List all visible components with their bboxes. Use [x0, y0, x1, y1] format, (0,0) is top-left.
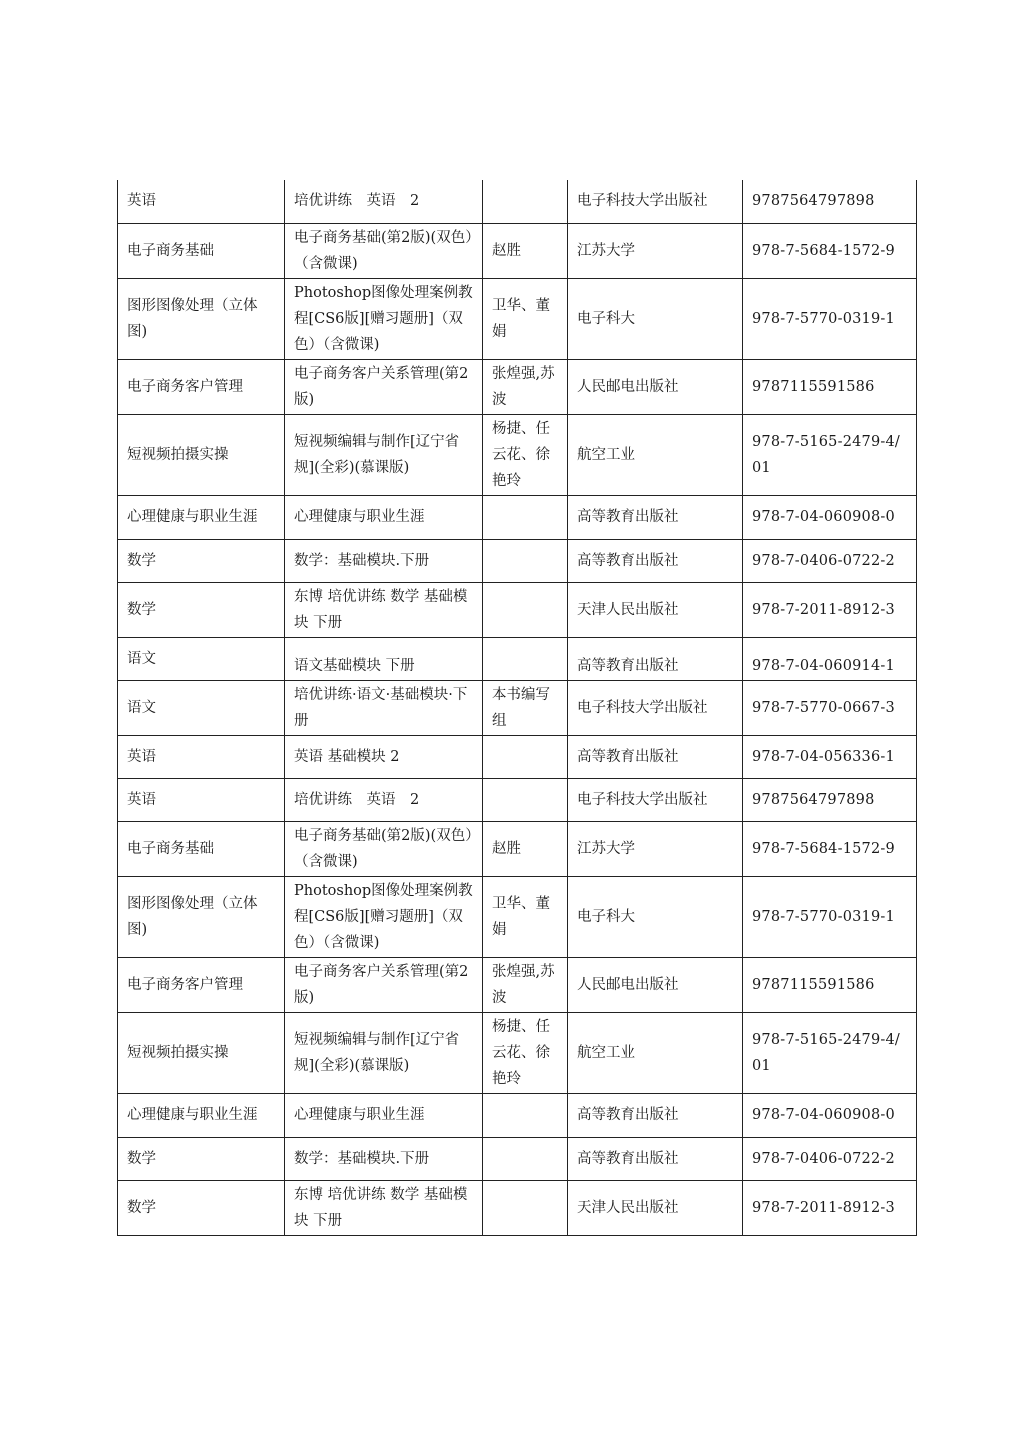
book-title-cell: 电子商务基础(第2版)(双色）（含微课)	[285, 223, 483, 278]
isbn-cell: 978-7-2011-8912-3	[743, 582, 917, 637]
course-cell: 心理健康与职业生涯	[118, 1093, 285, 1137]
isbn-cell: 978-7-2011-8912-3	[743, 1180, 917, 1235]
author-cell: 卫华、董娟	[483, 876, 568, 957]
publisher-cell: 航空工业	[568, 1012, 743, 1093]
publisher-cell: 高等教育出版社	[568, 495, 743, 539]
table-row	[118, 495, 917, 539]
isbn-cell: 978-7-5770-0319-1	[743, 876, 917, 957]
course-cell: 数学	[118, 582, 285, 637]
isbn-cell: 978-7-04-060908-0	[743, 1093, 917, 1137]
isbn-cell: 978-7-0406-0722-2	[743, 539, 917, 582]
author-cell	[483, 1137, 568, 1180]
publisher-cell: 高等教育出版社	[568, 539, 743, 582]
course-cell: 短视频拍摄实操	[118, 414, 285, 495]
author-cell: 张煌强,苏波	[483, 957, 568, 1012]
course-cell: 图形图像处理（立体图)	[118, 876, 285, 957]
publisher-cell: 人民邮电出版社	[568, 957, 743, 1012]
isbn-cell: 978-7-5684-1572-9	[743, 223, 917, 278]
book-title-cell: 心理健康与职业生涯	[285, 1093, 483, 1137]
table-row	[118, 735, 917, 778]
publisher-cell: 高等教育出版社	[568, 637, 743, 680]
isbn-cell: 978-7-5770-0667-3	[743, 680, 917, 735]
book-title-cell: 东博 培优讲练 数学 基础模块 下册	[285, 1180, 483, 1235]
isbn-cell: 978-7-5684-1572-9	[743, 821, 917, 876]
isbn-cell: 978-7-04-060914-1	[743, 637, 917, 680]
book-title-cell: 英语 基础模块 2	[285, 735, 483, 778]
book-title-cell: Photoshop图像处理案例教程[CS6版][赠习题册]（双色）（含微课)	[285, 876, 483, 957]
course-cell: 图形图像处理（立体图)	[118, 278, 285, 359]
course-cell: 语文	[118, 637, 285, 680]
author-cell	[483, 637, 568, 680]
author-cell: 杨捷、任云花、徐艳玲	[483, 414, 568, 495]
book-title-cell: 东博 培优讲练 数学 基础模块 下册	[285, 582, 483, 637]
author-cell	[483, 582, 568, 637]
publisher-cell: 高等教育出版社	[568, 1093, 743, 1137]
textbook-table	[117, 180, 917, 1236]
author-cell: 卫华、董娟	[483, 278, 568, 359]
author-cell	[483, 1093, 568, 1137]
author-cell: 杨捷、任云花、徐艳玲	[483, 1012, 568, 1093]
book-title-cell: 电子商务基础(第2版)(双色）（含微课)	[285, 821, 483, 876]
author-cell	[483, 778, 568, 821]
course-cell: 电子商务客户管理	[118, 359, 285, 414]
table-row	[118, 778, 917, 821]
publisher-cell: 天津人民出版社	[568, 582, 743, 637]
book-title-cell: 短视频编辑与制作[辽宁省规](全彩)(慕课版)	[285, 414, 483, 495]
publisher-cell: 电子科技大学出版社	[568, 680, 743, 735]
course-cell: 英语	[118, 180, 285, 223]
table-body	[118, 180, 917, 1235]
author-cell: 本书编写组	[483, 680, 568, 735]
table-row	[118, 539, 917, 582]
course-cell: 电子商务基础	[118, 821, 285, 876]
isbn-cell: 978-7-04-056336-1	[743, 735, 917, 778]
isbn-cell: 9787564797898	[743, 778, 917, 821]
book-title-cell: 数学：基础模块.下册	[285, 539, 483, 582]
author-cell	[483, 1180, 568, 1235]
author-cell	[483, 735, 568, 778]
table-row	[118, 957, 917, 1012]
table-row	[118, 582, 917, 637]
course-cell: 语文	[118, 680, 285, 735]
table-row	[118, 180, 917, 223]
book-title-cell: 电子商务客户关系管理(第2版)	[285, 957, 483, 1012]
author-cell	[483, 180, 568, 223]
table-row	[118, 1093, 917, 1137]
course-cell: 英语	[118, 735, 285, 778]
isbn-cell: 978-7-04-060908-0	[743, 495, 917, 539]
book-title-cell: 培优讲练 英语 2	[285, 180, 483, 223]
table-row	[118, 876, 917, 957]
isbn-cell: 978-7-5770-0319-1	[743, 278, 917, 359]
author-cell: 赵胜	[483, 223, 568, 278]
author-cell: 张煌强,苏波	[483, 359, 568, 414]
table-row	[118, 223, 917, 278]
publisher-cell: 天津人民出版社	[568, 1180, 743, 1235]
publisher-cell: 高等教育出版社	[568, 1137, 743, 1180]
publisher-cell: 江苏大学	[568, 223, 743, 278]
course-cell: 心理健康与职业生涯	[118, 495, 285, 539]
isbn-cell: 978-7-0406-0722-2	[743, 1137, 917, 1180]
table-row	[118, 637, 917, 680]
course-cell: 数学	[118, 1180, 285, 1235]
author-cell	[483, 539, 568, 582]
isbn-cell: 9787115591586	[743, 359, 917, 414]
author-cell	[483, 495, 568, 539]
course-cell: 数学	[118, 1137, 285, 1180]
publisher-cell: 高等教育出版社	[568, 735, 743, 778]
table-row	[118, 1180, 917, 1235]
table-row	[118, 414, 917, 495]
table-row	[118, 680, 917, 735]
book-title-cell: 培优讲练 英语 2	[285, 778, 483, 821]
course-cell: 电子商务基础	[118, 223, 285, 278]
course-cell: 短视频拍摄实操	[118, 1012, 285, 1093]
table-row	[118, 1137, 917, 1180]
book-title-cell: 心理健康与职业生涯	[285, 495, 483, 539]
table-row	[118, 821, 917, 876]
publisher-cell: 电子科技大学出版社	[568, 778, 743, 821]
book-title-cell: 电子商务客户关系管理(第2版)	[285, 359, 483, 414]
publisher-cell: 电子科大	[568, 278, 743, 359]
publisher-cell: 人民邮电出版社	[568, 359, 743, 414]
book-title-cell: Photoshop图像处理案例教程[CS6版][赠习题册]（双色）（含微课)	[285, 278, 483, 359]
book-title-cell: 语文基础模块 下册	[285, 637, 483, 680]
publisher-cell: 江苏大学	[568, 821, 743, 876]
publisher-cell: 航空工业	[568, 414, 743, 495]
publisher-cell: 电子科大	[568, 876, 743, 957]
isbn-cell: 9787115591586	[743, 957, 917, 1012]
course-cell: 英语	[118, 778, 285, 821]
book-title-cell: 培优讲练·语文·基础模块·下册	[285, 680, 483, 735]
book-title-cell: 短视频编辑与制作[辽宁省规](全彩)(慕课版)	[285, 1012, 483, 1093]
author-cell: 赵胜	[483, 821, 568, 876]
table-row	[118, 359, 917, 414]
isbn-cell: 978-7-5165-2479-4/01	[743, 414, 917, 495]
table-row	[118, 278, 917, 359]
isbn-cell: 9787564797898	[743, 180, 917, 223]
isbn-cell: 978-7-5165-2479-4/01	[743, 1012, 917, 1093]
table-row	[118, 1012, 917, 1093]
course-cell: 电子商务客户管理	[118, 957, 285, 1012]
publisher-cell: 电子科技大学出版社	[568, 180, 743, 223]
course-cell: 数学	[118, 539, 285, 582]
book-title-cell: 数学：基础模块.下册	[285, 1137, 483, 1180]
